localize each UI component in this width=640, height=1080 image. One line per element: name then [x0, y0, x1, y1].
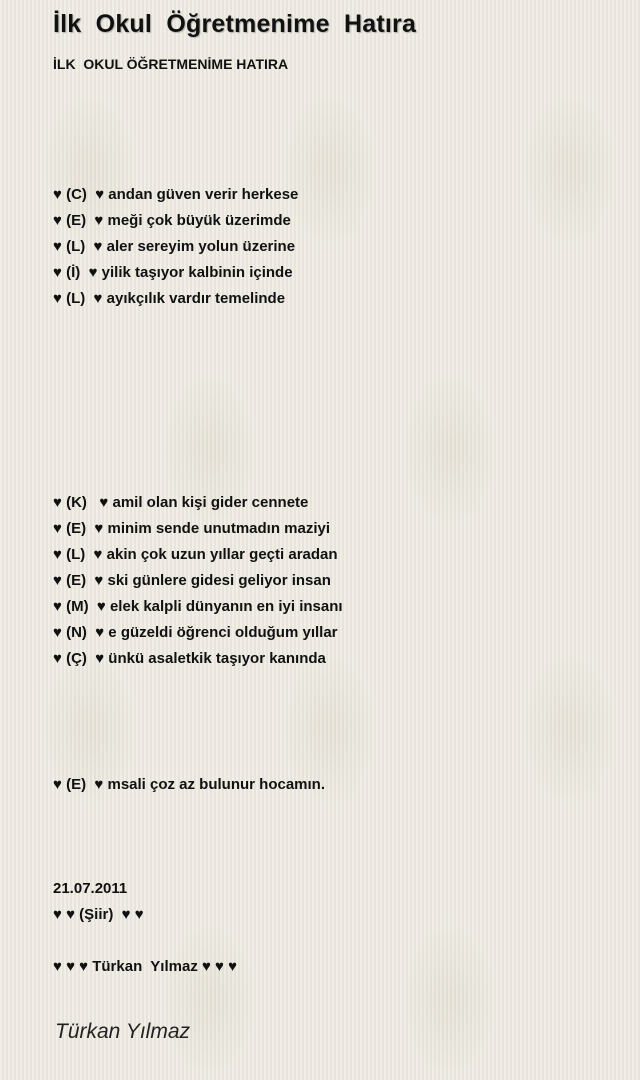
poem-line: ♥ (L) ♥ ayıkçılık vardır temelinde [53, 290, 286, 307]
poem-line: ♥ (M) ♥ elek kalpli dünyanın en iyi insanı [53, 598, 343, 615]
poem-line: ♥ (E) ♥ msali çoz az bulunur hocamın. [53, 776, 326, 793]
page-title: İlk Okul Öğretmenime Hatıra [53, 10, 417, 38]
poem-subtitle: İLK OKUL ÖĞRETMENİME HATIRA [53, 56, 289, 72]
poem-line: ♥ (E) ♥ ski günlere gidesi geliyor insan [53, 572, 331, 589]
poem-line: ♥ (E) ♥ minim sende unutmadın maziyi [53, 520, 331, 537]
poem-line: ♥ (E) ♥ meği çok büyük üzerimde [53, 212, 291, 229]
poem-line: ♥ (L) ♥ akin çok uzun yıllar geçti aradan [53, 546, 338, 563]
author-signature[interactable]: Türkan Yılmaz [55, 1020, 190, 1043]
poem-date: 21.07.2011 [53, 880, 128, 897]
poem-line: ♥ (K) ♥ amil olan kişi gider cennete [53, 494, 309, 511]
poem-line: ♥ (Ç) ♥ ünkü asaletkik taşıyor kanında [53, 650, 326, 667]
poem-genre: ♥ ♥ (Şiir) ♥ ♥ [53, 906, 144, 923]
poem-line: ♥ (C) ♥ andan güven verir herkese [53, 186, 299, 203]
poem-line: ♥ (L) ♥ aler sereyim yolun üzerine [53, 238, 296, 255]
author-line: ♥ ♥ ♥ Türkan Yılmaz ♥ ♥ ♥ [53, 958, 238, 975]
poem-line: ♥ (N) ♥ e güzeldi öğrenci olduğum yıllar [53, 624, 338, 641]
poem-line: ♥ (İ) ♥ yilik taşıyor kalbinin içinde [53, 264, 293, 281]
